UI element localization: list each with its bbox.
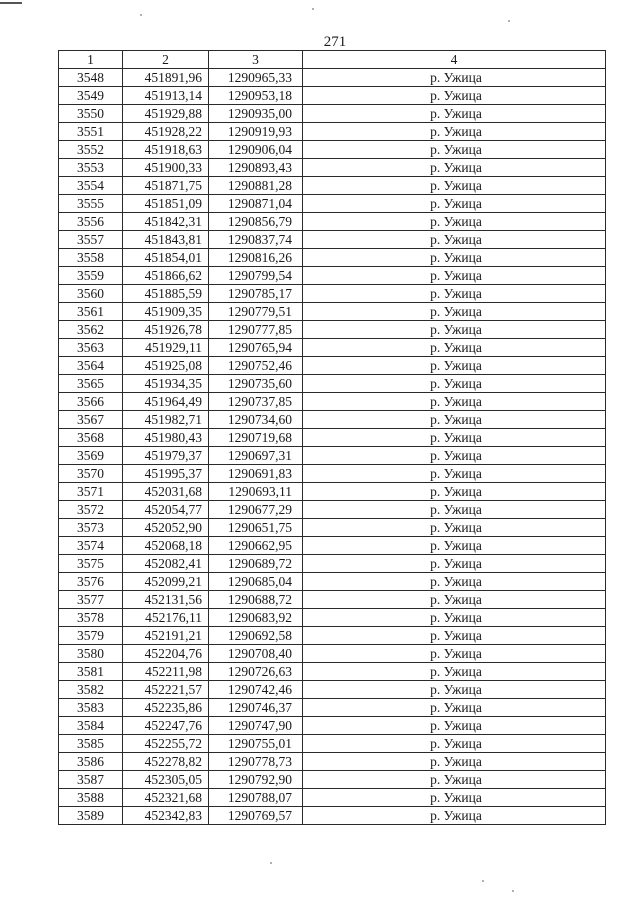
location-cell: р. Ужица bbox=[303, 105, 606, 123]
coord-x-cell: 452052,90 bbox=[123, 519, 209, 537]
location-cell: р. Ужица bbox=[303, 771, 606, 789]
location-cell: р. Ужица bbox=[303, 159, 606, 177]
location-cell: р. Ужица bbox=[303, 483, 606, 501]
coord-x-cell: 451929,88 bbox=[123, 105, 209, 123]
row-number-cell: 3578 bbox=[59, 609, 123, 627]
table-row bbox=[59, 465, 606, 483]
coord-x-cell: 451980,43 bbox=[123, 429, 209, 447]
coord-x-cell: 452221,57 bbox=[123, 681, 209, 699]
page-number: 271 bbox=[323, 34, 347, 50]
coord-x-cell: 451842,31 bbox=[123, 213, 209, 231]
coord-y-cell: 1290792,90 bbox=[209, 771, 303, 789]
table-row bbox=[59, 267, 606, 285]
row-number-cell: 3584 bbox=[59, 717, 123, 735]
scan-speck bbox=[270, 862, 272, 864]
coord-y-cell: 1290881,28 bbox=[209, 177, 303, 195]
coord-y-cell: 1290965,33 bbox=[209, 69, 303, 87]
row-number-cell: 3569 bbox=[59, 447, 123, 465]
coordinates-table bbox=[58, 50, 606, 825]
table-row bbox=[59, 69, 606, 87]
scan-speck bbox=[482, 880, 484, 882]
location-cell: р. Ужица bbox=[303, 87, 606, 105]
location-cell: р. Ужица bbox=[303, 663, 606, 681]
location-cell: р. Ужица bbox=[303, 195, 606, 213]
row-number-cell: 3585 bbox=[59, 735, 123, 753]
row-number-cell: 3579 bbox=[59, 627, 123, 645]
location-cell: р. Ужица bbox=[303, 321, 606, 339]
table-row bbox=[59, 159, 606, 177]
table-row bbox=[59, 753, 606, 771]
coord-y-cell: 1290719,68 bbox=[209, 429, 303, 447]
location-cell: р. Ужица bbox=[303, 375, 606, 393]
coord-x-cell: 451928,22 bbox=[123, 123, 209, 141]
row-number-cell: 3551 bbox=[59, 123, 123, 141]
location-cell: р. Ужица bbox=[303, 519, 606, 537]
coord-x-cell: 451979,37 bbox=[123, 447, 209, 465]
coord-y-cell: 1290708,40 bbox=[209, 645, 303, 663]
coord-y-cell: 1290785,17 bbox=[209, 285, 303, 303]
coord-y-cell: 1290735,60 bbox=[209, 375, 303, 393]
coord-x-cell: 452068,18 bbox=[123, 537, 209, 555]
table-row bbox=[59, 663, 606, 681]
header-col-4: 4 bbox=[303, 51, 606, 69]
row-number-cell: 3589 bbox=[59, 807, 123, 825]
row-number-cell: 3563 bbox=[59, 339, 123, 357]
coord-x-cell: 452211,98 bbox=[123, 663, 209, 681]
coord-x-cell: 451871,75 bbox=[123, 177, 209, 195]
location-cell: р. Ужица bbox=[303, 303, 606, 321]
table-row bbox=[59, 735, 606, 753]
location-cell: р. Ужица bbox=[303, 807, 606, 825]
row-number-cell: 3568 bbox=[59, 429, 123, 447]
location-cell: р. Ужица bbox=[303, 753, 606, 771]
location-cell: р. Ужица bbox=[303, 789, 606, 807]
coord-y-cell: 1290737,85 bbox=[209, 393, 303, 411]
coord-y-cell: 1290685,04 bbox=[209, 573, 303, 591]
table-row bbox=[59, 573, 606, 591]
location-cell: р. Ужица bbox=[303, 141, 606, 159]
row-number-cell: 3554 bbox=[59, 177, 123, 195]
location-cell: р. Ужица bbox=[303, 717, 606, 735]
table-row bbox=[59, 645, 606, 663]
coord-y-cell: 1290688,72 bbox=[209, 591, 303, 609]
location-cell: р. Ужица bbox=[303, 465, 606, 483]
row-number-cell: 3586 bbox=[59, 753, 123, 771]
location-cell: р. Ужица bbox=[303, 231, 606, 249]
coord-x-cell: 451925,08 bbox=[123, 357, 209, 375]
coord-y-cell: 1290662,95 bbox=[209, 537, 303, 555]
coord-y-cell: 1290919,93 bbox=[209, 123, 303, 141]
coord-x-cell: 451885,59 bbox=[123, 285, 209, 303]
location-cell: р. Ужица bbox=[303, 627, 606, 645]
coord-x-cell: 452235,86 bbox=[123, 699, 209, 717]
table-row bbox=[59, 357, 606, 375]
table-row bbox=[59, 87, 606, 105]
scan-speck bbox=[140, 14, 142, 16]
coord-x-cell: 451854,01 bbox=[123, 249, 209, 267]
scan-speck bbox=[508, 20, 510, 22]
coord-y-cell: 1290788,07 bbox=[209, 789, 303, 807]
table-row bbox=[59, 177, 606, 195]
coord-x-cell: 452247,76 bbox=[123, 717, 209, 735]
row-number-cell: 3553 bbox=[59, 159, 123, 177]
location-cell: р. Ужица bbox=[303, 357, 606, 375]
scan-edge-mark bbox=[0, 2, 22, 4]
table-row bbox=[59, 627, 606, 645]
table-row bbox=[59, 375, 606, 393]
header-col-2: 2 bbox=[123, 51, 209, 69]
coord-x-cell: 452255,72 bbox=[123, 735, 209, 753]
location-cell: р. Ужица bbox=[303, 177, 606, 195]
table-row bbox=[59, 591, 606, 609]
table-row bbox=[59, 555, 606, 573]
location-cell: р. Ужица bbox=[303, 411, 606, 429]
coord-x-cell: 451891,96 bbox=[123, 69, 209, 87]
coord-y-cell: 1290799,54 bbox=[209, 267, 303, 285]
row-number-cell: 3583 bbox=[59, 699, 123, 717]
row-number-cell: 3571 bbox=[59, 483, 123, 501]
coord-x-cell: 452082,41 bbox=[123, 555, 209, 573]
table-row bbox=[59, 105, 606, 123]
location-cell: р. Ужица bbox=[303, 699, 606, 717]
table-row bbox=[59, 771, 606, 789]
row-number-cell: 3576 bbox=[59, 573, 123, 591]
coord-x-cell: 452054,77 bbox=[123, 501, 209, 519]
row-number-cell: 3575 bbox=[59, 555, 123, 573]
row-number-cell: 3560 bbox=[59, 285, 123, 303]
location-cell: р. Ужица bbox=[303, 69, 606, 87]
coord-x-cell: 452176,11 bbox=[123, 609, 209, 627]
coord-y-cell: 1290689,72 bbox=[209, 555, 303, 573]
coord-x-cell: 452305,05 bbox=[123, 771, 209, 789]
table-row bbox=[59, 501, 606, 519]
row-number-cell: 3557 bbox=[59, 231, 123, 249]
coord-x-cell: 452342,83 bbox=[123, 807, 209, 825]
coord-y-cell: 1290816,26 bbox=[209, 249, 303, 267]
coord-y-cell: 1290778,73 bbox=[209, 753, 303, 771]
coord-y-cell: 1290935,00 bbox=[209, 105, 303, 123]
coord-y-cell: 1290693,11 bbox=[209, 483, 303, 501]
coord-y-cell: 1290856,79 bbox=[209, 213, 303, 231]
location-cell: р. Ужица bbox=[303, 591, 606, 609]
table-row bbox=[59, 249, 606, 267]
coord-y-cell: 1290769,57 bbox=[209, 807, 303, 825]
location-cell: р. Ужица bbox=[303, 573, 606, 591]
table-row bbox=[59, 411, 606, 429]
coord-x-cell: 452278,82 bbox=[123, 753, 209, 771]
coord-y-cell: 1290765,94 bbox=[209, 339, 303, 357]
table-row bbox=[59, 321, 606, 339]
table-row bbox=[59, 393, 606, 411]
location-cell: р. Ужица bbox=[303, 285, 606, 303]
row-number-cell: 3567 bbox=[59, 411, 123, 429]
coord-y-cell: 1290779,51 bbox=[209, 303, 303, 321]
coord-x-cell: 451929,11 bbox=[123, 339, 209, 357]
coord-x-cell: 451995,37 bbox=[123, 465, 209, 483]
row-number-cell: 3561 bbox=[59, 303, 123, 321]
table-header-row bbox=[59, 51, 606, 69]
table-row bbox=[59, 429, 606, 447]
coord-x-cell: 451900,33 bbox=[123, 159, 209, 177]
location-cell: р. Ужица bbox=[303, 393, 606, 411]
coord-x-cell: 452204,76 bbox=[123, 645, 209, 663]
location-cell: р. Ужица bbox=[303, 213, 606, 231]
row-number-cell: 3559 bbox=[59, 267, 123, 285]
table-row bbox=[59, 609, 606, 627]
row-number-cell: 3580 bbox=[59, 645, 123, 663]
row-number-cell: 3564 bbox=[59, 357, 123, 375]
row-number-cell: 3558 bbox=[59, 249, 123, 267]
location-cell: р. Ужица bbox=[303, 681, 606, 699]
coord-x-cell: 452099,21 bbox=[123, 573, 209, 591]
coord-y-cell: 1290755,01 bbox=[209, 735, 303, 753]
table-row bbox=[59, 537, 606, 555]
location-cell: р. Ужица bbox=[303, 267, 606, 285]
coord-x-cell: 451934,35 bbox=[123, 375, 209, 393]
location-cell: р. Ужица bbox=[303, 429, 606, 447]
coord-y-cell: 1290906,04 bbox=[209, 141, 303, 159]
row-number-cell: 3562 bbox=[59, 321, 123, 339]
row-number-cell: 3570 bbox=[59, 465, 123, 483]
row-number-cell: 3582 bbox=[59, 681, 123, 699]
scan-speck bbox=[512, 890, 514, 892]
coord-y-cell: 1290691,83 bbox=[209, 465, 303, 483]
coord-x-cell: 451918,63 bbox=[123, 141, 209, 159]
coord-y-cell: 1290692,58 bbox=[209, 627, 303, 645]
row-number-cell: 3556 bbox=[59, 213, 123, 231]
coord-y-cell: 1290697,31 bbox=[209, 447, 303, 465]
table-row bbox=[59, 447, 606, 465]
table-row bbox=[59, 789, 606, 807]
coord-y-cell: 1290747,90 bbox=[209, 717, 303, 735]
location-cell: р. Ужица bbox=[303, 123, 606, 141]
row-number-cell: 3572 bbox=[59, 501, 123, 519]
coord-y-cell: 1290893,43 bbox=[209, 159, 303, 177]
table-row bbox=[59, 141, 606, 159]
coord-x-cell: 451964,49 bbox=[123, 393, 209, 411]
location-cell: р. Ужица bbox=[303, 249, 606, 267]
coord-y-cell: 1290837,74 bbox=[209, 231, 303, 249]
table-row bbox=[59, 195, 606, 213]
table-row bbox=[59, 213, 606, 231]
table-row bbox=[59, 231, 606, 249]
row-number-cell: 3581 bbox=[59, 663, 123, 681]
table-row bbox=[59, 519, 606, 537]
table-row bbox=[59, 339, 606, 357]
location-cell: р. Ужица bbox=[303, 609, 606, 627]
coord-x-cell: 451866,62 bbox=[123, 267, 209, 285]
location-cell: р. Ужица bbox=[303, 555, 606, 573]
coord-x-cell: 451982,71 bbox=[123, 411, 209, 429]
coord-y-cell: 1290726,63 bbox=[209, 663, 303, 681]
table-row bbox=[59, 285, 606, 303]
coord-y-cell: 1290871,04 bbox=[209, 195, 303, 213]
coord-y-cell: 1290734,60 bbox=[209, 411, 303, 429]
coord-x-cell: 452321,68 bbox=[123, 789, 209, 807]
coord-y-cell: 1290746,37 bbox=[209, 699, 303, 717]
row-number-cell: 3552 bbox=[59, 141, 123, 159]
coord-y-cell: 1290683,92 bbox=[209, 609, 303, 627]
coord-x-cell: 451926,78 bbox=[123, 321, 209, 339]
table-row bbox=[59, 303, 606, 321]
coord-x-cell: 452031,68 bbox=[123, 483, 209, 501]
row-number-cell: 3574 bbox=[59, 537, 123, 555]
row-number-cell: 3565 bbox=[59, 375, 123, 393]
row-number-cell: 3587 bbox=[59, 771, 123, 789]
location-cell: р. Ужица bbox=[303, 447, 606, 465]
coord-y-cell: 1290752,46 bbox=[209, 357, 303, 375]
location-cell: р. Ужица bbox=[303, 735, 606, 753]
header-col-3: 3 bbox=[209, 51, 303, 69]
row-number-cell: 3566 bbox=[59, 393, 123, 411]
table-row bbox=[59, 717, 606, 735]
coord-y-cell: 1290953,18 bbox=[209, 87, 303, 105]
table-row bbox=[59, 699, 606, 717]
table-row bbox=[59, 123, 606, 141]
header-col-1: 1 bbox=[59, 51, 123, 69]
row-number-cell: 3549 bbox=[59, 87, 123, 105]
table-row bbox=[59, 681, 606, 699]
table-row bbox=[59, 807, 606, 825]
row-number-cell: 3548 bbox=[59, 69, 123, 87]
scan-speck bbox=[312, 8, 314, 10]
coord-y-cell: 1290777,85 bbox=[209, 321, 303, 339]
location-cell: р. Ужица bbox=[303, 645, 606, 663]
coord-y-cell: 1290651,75 bbox=[209, 519, 303, 537]
coord-x-cell: 452131,56 bbox=[123, 591, 209, 609]
row-number-cell: 3550 bbox=[59, 105, 123, 123]
coord-x-cell: 451851,09 bbox=[123, 195, 209, 213]
coord-y-cell: 1290742,46 bbox=[209, 681, 303, 699]
coord-x-cell: 451909,35 bbox=[123, 303, 209, 321]
row-number-cell: 3573 bbox=[59, 519, 123, 537]
coord-y-cell: 1290677,29 bbox=[209, 501, 303, 519]
coord-x-cell: 451843,81 bbox=[123, 231, 209, 249]
coord-x-cell: 451913,14 bbox=[123, 87, 209, 105]
location-cell: р. Ужица bbox=[303, 339, 606, 357]
location-cell: р. Ужица bbox=[303, 501, 606, 519]
row-number-cell: 3555 bbox=[59, 195, 123, 213]
location-cell: р. Ужица bbox=[303, 537, 606, 555]
table-body bbox=[59, 69, 606, 825]
table-row bbox=[59, 483, 606, 501]
coord-x-cell: 452191,21 bbox=[123, 627, 209, 645]
row-number-cell: 3577 bbox=[59, 591, 123, 609]
row-number-cell: 3588 bbox=[59, 789, 123, 807]
